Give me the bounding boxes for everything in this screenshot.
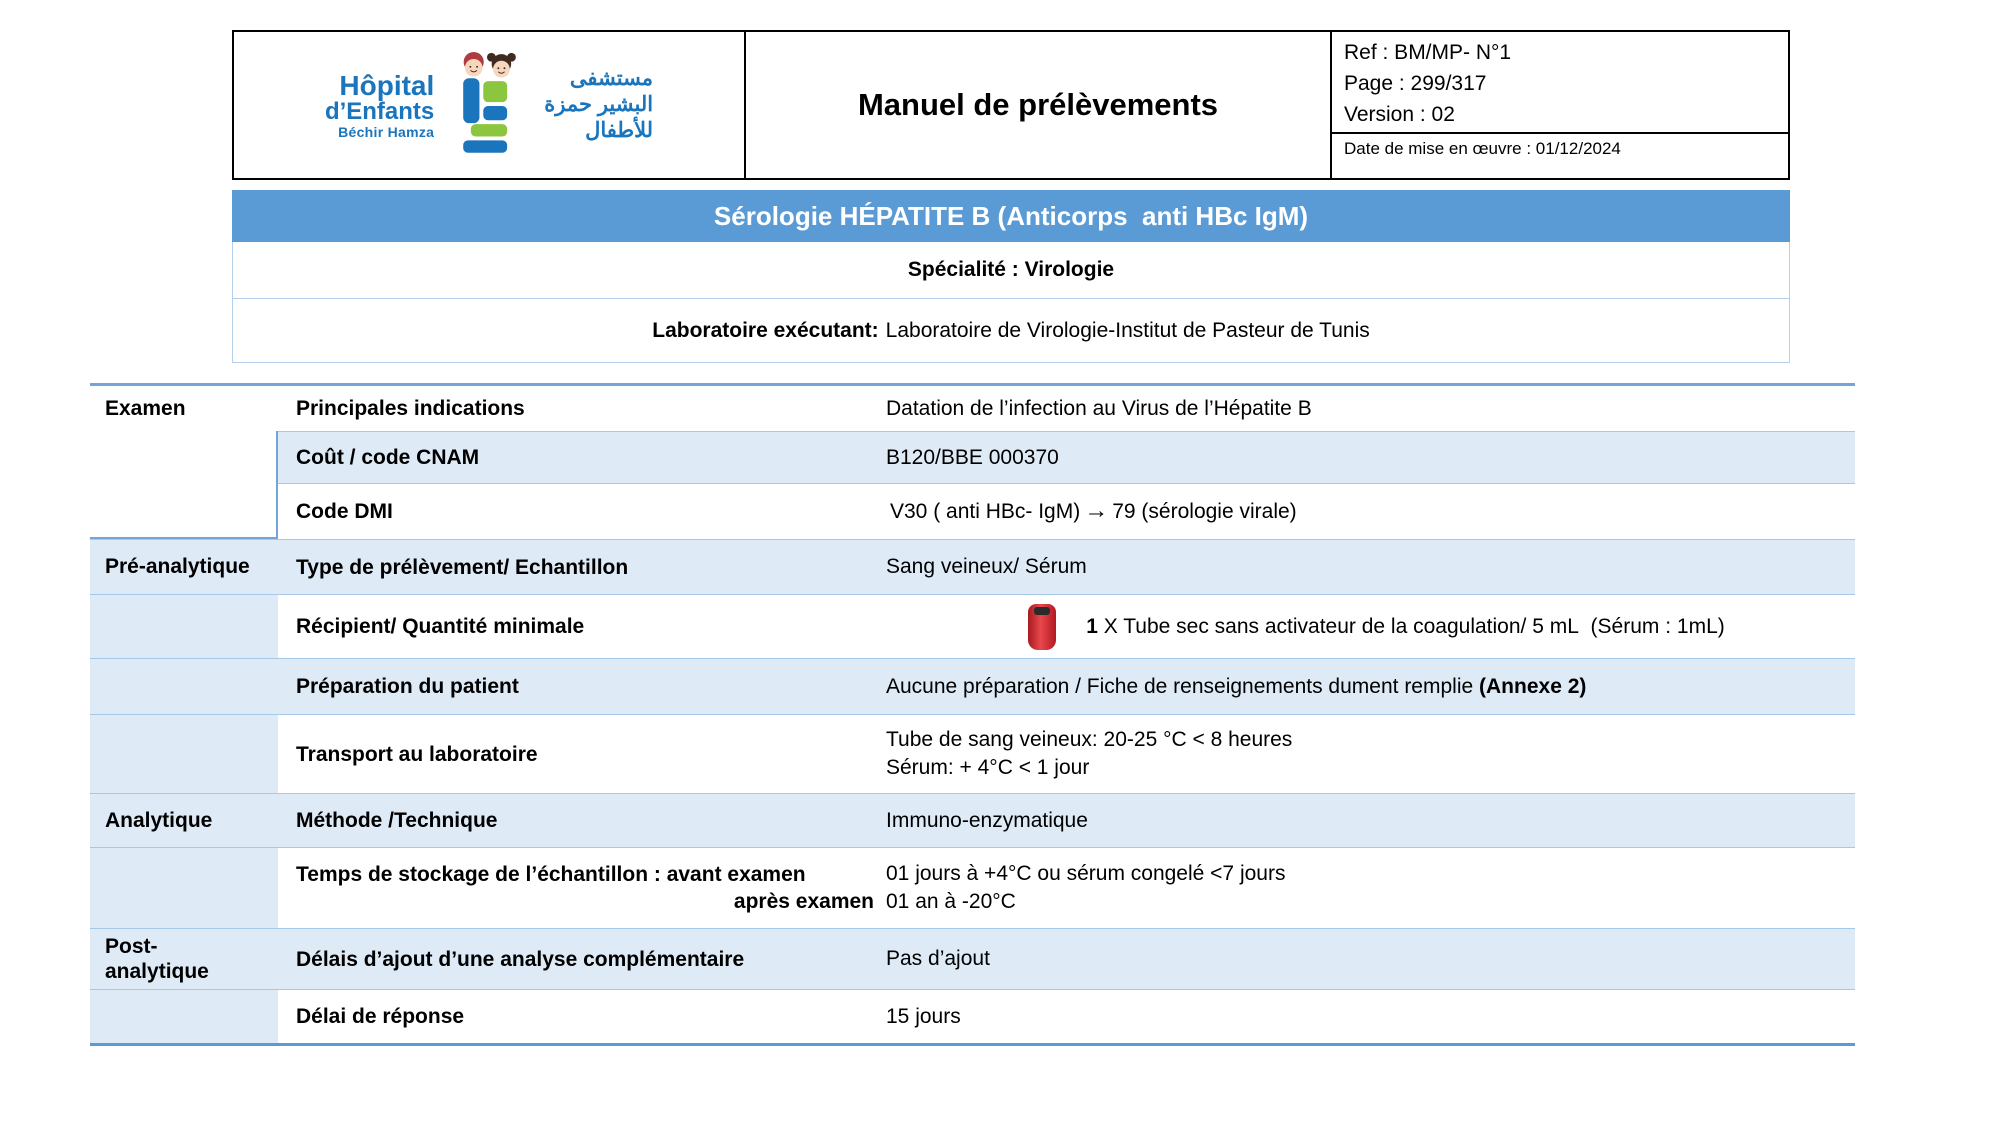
- ref-number: Ref : BM/MP- N°1: [1344, 41, 1512, 64]
- row-label: [278, 540, 880, 594]
- row-label-text: Transport au laboratoire: [296, 742, 538, 766]
- section-label-analytique: Analytique: [105, 808, 213, 832]
- row-label-text: Récipient/ Quantité minimale: [296, 615, 585, 638]
- logo-text-line: مستشفى: [569, 67, 654, 90]
- row-value: [880, 848, 1855, 928]
- section-label-pre-analytique: Pré-analytique: [105, 555, 250, 578]
- row-value: [880, 929, 1855, 989]
- row-value: [880, 794, 1855, 847]
- reference-cell: [1332, 32, 1788, 178]
- title-cell: [746, 32, 1332, 178]
- dmi-code: V30 ( anti HBc- IgM): [890, 500, 1081, 523]
- reference-block: [1332, 32, 1788, 134]
- row-value-text: [886, 673, 1855, 701]
- analysis-info-box: [232, 190, 1790, 363]
- table-row-delai-reponse: [90, 990, 1855, 1043]
- row-value: [880, 432, 1855, 483]
- table-row-preparation: [90, 658, 1855, 715]
- row-label: [278, 386, 880, 431]
- page-number: Page : 299/317: [1344, 72, 1487, 95]
- row-value-text: [890, 497, 1855, 526]
- section-label-text: Post-analytique: [105, 935, 209, 983]
- tube-description: X Tube sec sans activateur de la coagulation/ 5 mL (Sérum : 1mL): [1097, 614, 1725, 638]
- logo-text-line: للأطفال: [585, 119, 654, 142]
- section-spacer: [90, 595, 278, 658]
- row-value-text: [1086, 613, 1725, 641]
- dmi-mapping: 79 (sérologie virale): [1112, 500, 1297, 523]
- table-row-delais-ajout: [90, 928, 1855, 990]
- table-row-transport: [90, 715, 1855, 793]
- section-spacer: [90, 484, 278, 539]
- stockage-apres-value: 01 an à -20°C: [886, 890, 1016, 913]
- row-label: [278, 659, 880, 714]
- section-label-examen: Examen: [105, 396, 186, 420]
- tube-quantity: 1: [1086, 614, 1098, 638]
- table-row-recipient: [90, 595, 1855, 658]
- row-value: [880, 990, 1855, 1043]
- row-value-text: Datation de l’infection au Virus de l’Hépatite B: [886, 396, 1312, 420]
- specialty-row: Spécialité : Virologie: [232, 242, 1790, 299]
- right-arrow-icon: →: [1084, 497, 1109, 524]
- document-title: Manuel de prélèvements: [857, 87, 1219, 122]
- section-spacer: [90, 715, 278, 793]
- table-row-indications: [90, 386, 1855, 431]
- logo-text-line: d’Enfants: [324, 97, 435, 125]
- row-label-text: Principales indications: [296, 397, 525, 420]
- logo-text-line: البشير حمزة: [544, 93, 654, 116]
- document-header: [232, 30, 1790, 180]
- row-value-text: Sang veineux/ Sérum: [886, 555, 1087, 578]
- preparation-text: Aucune préparation / Fiche de renseignements dument remplie: [886, 674, 1480, 698]
- annexe-reference: (Annexe 2): [1479, 674, 1587, 698]
- red-blood-tube-icon: [1028, 604, 1056, 650]
- logo-arabic-text: [544, 66, 653, 144]
- row-label-text: Délais d’ajout d’une analyse complémentaire: [296, 947, 745, 971]
- table-row-dmi: [90, 484, 1855, 539]
- row-label-text: Méthode /Technique: [296, 809, 498, 832]
- row-label: [278, 432, 880, 483]
- laboratory-value: Laboratoire de Virologie-Institut de Pasteur de Tunis: [885, 318, 1370, 342]
- table-row-cnam: [278, 431, 1855, 484]
- row-label-text: Délai de réponse: [296, 1005, 465, 1028]
- row-value-text: Pas d’ajout: [886, 947, 990, 970]
- analysis-title-banner: Sérologie HÉPATITE B (Anticorps anti HBc IgM): [232, 190, 1790, 242]
- section-spacer: [90, 990, 278, 1043]
- section-spacer: [90, 659, 278, 714]
- row-value: [880, 386, 1855, 431]
- row-label: [278, 595, 880, 658]
- version-number: Version : 02: [1344, 103, 1455, 126]
- row-value: [880, 540, 1855, 594]
- row-value-text: Immuno-enzymatique: [886, 808, 1088, 832]
- stockage-avant-value: 01 jours à +4°C ou sérum congelé <7 jours: [886, 862, 1286, 885]
- row-value: [880, 659, 1855, 714]
- logo-french-text: [325, 71, 434, 140]
- row-value: [880, 595, 1855, 658]
- date-mise-en-oeuvre: Date de mise en œuvre : 01/12/2024: [1344, 139, 1621, 158]
- hospital-children-logo-icon: [446, 49, 532, 161]
- row-label: [278, 484, 880, 539]
- row-value-text: 15 jours: [886, 1004, 961, 1028]
- transport-condition-serum: Sérum: + 4°C < 1 jour: [886, 756, 1090, 779]
- row-label: [278, 848, 880, 928]
- table-row-methode: [90, 793, 1855, 848]
- row-label: [278, 794, 880, 847]
- row-value: [880, 715, 1855, 793]
- row-label-text: Préparation du patient: [296, 675, 519, 698]
- row-label: [278, 715, 880, 793]
- row-label-text: Coût / code CNAM: [296, 446, 480, 469]
- section-label-post-analytique: [90, 929, 278, 989]
- transport-condition-tube: Tube de sang veineux: 20-25 °C < 8 heures: [886, 728, 1293, 751]
- laboratory-row: [232, 299, 1790, 363]
- laboratory-label: Laboratoire exécutant:: [652, 318, 879, 342]
- hospital-logo: [234, 32, 746, 178]
- stockage-label-apres: après examen: [733, 890, 874, 913]
- row-label-text: Type de prélèvement/ Echantillon: [296, 555, 629, 579]
- stockage-label-avant: Temps de stockage de l’échantillon : avant examen: [296, 863, 806, 886]
- row-value-text: B120/BBE 000370: [886, 445, 1059, 469]
- logo-text-line: Hôpital: [339, 69, 435, 101]
- row-label: [278, 990, 880, 1043]
- row-value: [880, 484, 1855, 539]
- row-label-text: Code DMI: [296, 500, 393, 523]
- logo-text-line: Béchir Hamza: [338, 123, 435, 140]
- table-row-stockage: [90, 848, 1855, 928]
- table-row-type-prelevement: [90, 539, 1855, 595]
- exam-details-table: [90, 383, 1855, 1046]
- row-label: [278, 929, 880, 989]
- section-spacer: [90, 848, 278, 928]
